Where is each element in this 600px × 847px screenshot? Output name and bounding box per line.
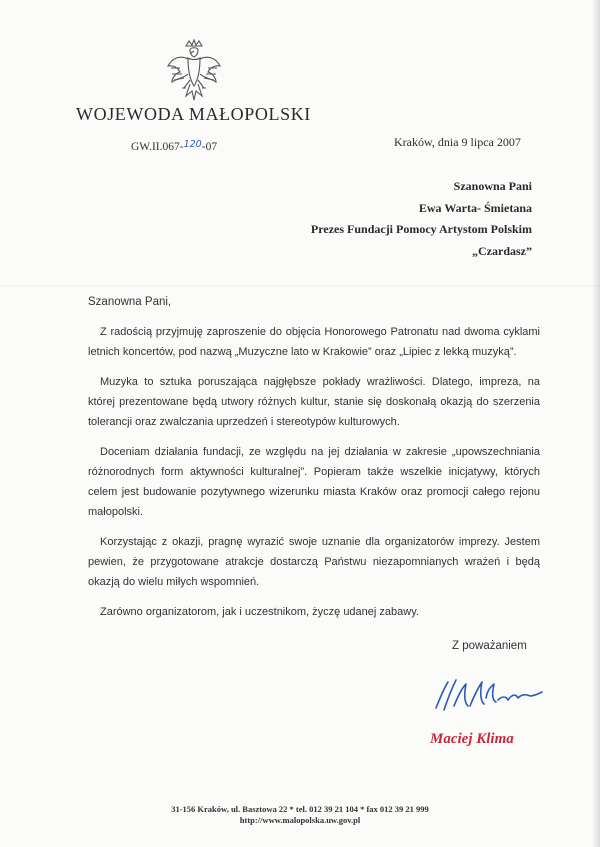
letter-body (88, 322, 540, 632)
addressee-name: Ewa Warta- Śmietana (418, 200, 532, 215)
addressee-organization: „Czardasz” (472, 243, 532, 258)
scan-edge-shadow (592, 0, 600, 847)
handwritten-signature (430, 676, 548, 722)
paragraph-4: Korzystając z okazji, pragnę wyrazić swoje uznanie dla organizatorów imprezy. Jestem pewien, że przygotowane atrakcje dostarczą Państwu niezapomnianych wrażeń i będą okazją do wielu miłych wspomnień. (88, 536, 540, 588)
polish-eagle-emblem-icon (166, 38, 222, 104)
organization-title: WOJEWODA MAŁOPOLSKI (76, 104, 311, 124)
addressee-block (311, 176, 532, 262)
reference-handwritten: 120 (183, 139, 202, 150)
signer-name: Maciej Klima (430, 731, 514, 747)
reference-suffix: -07 (201, 141, 218, 153)
paragraph-1: Z radością przyjmuję zaproszenie do objęcia Honorowego Patronatu nad dwoma cyklami letnich koncertów, pod nazwą „Muzyczne lato w Krakowie” oraz „Lipiec z lekką muzyką”. (88, 326, 540, 358)
reference-number (131, 141, 217, 153)
paragraph-5: Zarówno organizatorom, jak i uczestnikom, życzę udanej zabawy. (100, 606, 419, 618)
letter-salutation: Szanowna Pani, (88, 296, 172, 308)
paragraph-2: Muzyka to sztuka poruszająca najgłębsze pokłady wrażliwości. Dlatego, impreza, na której prezentowane będą utwory różnych kultur, stanie się doskonałą okazją do szerzenia tolerancji oraz zwalczania uprzedzeń i stereotypów kulturowych. (88, 376, 540, 428)
addressee-salutation: Szanowna Pani (453, 179, 532, 193)
letter-footer (0, 804, 600, 826)
paragraph-3: Doceniam działania fundacji, ze względu na jej działania w zakresie „upowszechniania różnorodnych form aktywności kulturalnej”. Popieram także wszelkie inicjatywy, których celem jest budowanie pozytywnego wizerunku miasta Kraków oraz promocji całego rejonu małopolski. (88, 446, 540, 518)
footer-url: http://www.malopolska.uw.gov.pl (239, 815, 361, 825)
closing: Z poważaniem (452, 640, 527, 652)
reference-prefix: GW.II.067- (131, 141, 184, 153)
date-line: Kraków, dnia 9 lipca 2007 (394, 135, 521, 149)
paper-fold (0, 285, 600, 287)
footer-address: 31-156 Kraków, ul. Basztowa 22 * tel. 012 39 21 104 * fax 012 39 21 999 (171, 804, 429, 814)
addressee-position: Prezes Fundacji Pomocy Artystom Polskim (310, 222, 532, 236)
